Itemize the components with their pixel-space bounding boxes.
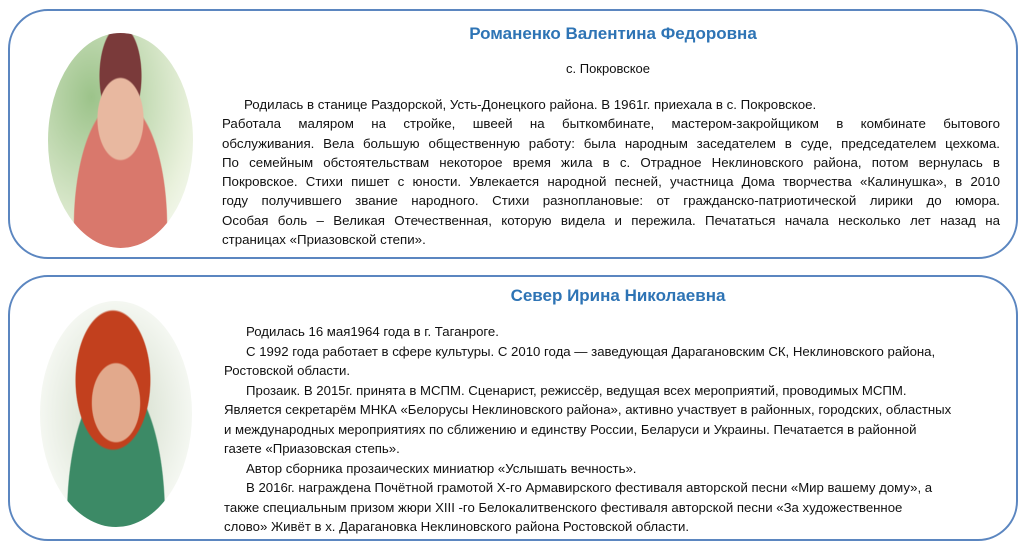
bio-line: С 1992 года работает в сфере культуры. С 2010 года — заведующая Дарагановским СК, Неклиновского района, [246,343,936,359]
bio-line: Автор сборника прозаических миниатюр «Услышать вечность». [246,460,637,476]
bio-line: Родилась 16 мая1964 года в г. Таганроге. [246,324,499,339]
bio-line: Особая боль – Великая Отечественная, которую видела и пережила. Печататься начала несколько лет назад на [222,212,1000,228]
bio-text [222,95,1000,249]
bio-line: Родилась в станице Раздорской, Усть-Донецкого района. В 1961г. приехала в с. Покровское. [244,97,817,112]
bio-line: Работала маляром на стройке, швеей на быткомбинате, мастером-закройщиком в комбинате бытового [222,116,1000,132]
bio-line: году получившего звание народного. Стихи разноплановые: от гражданско-патриотической лирики до юмора. [222,193,1000,209]
bio-line: Ростовской области. [224,363,351,378]
portrait-photo [40,301,192,527]
bio-line: По семейным обстоятельствам некоторое время жила в с. Отрадное Неклиновского района, потом вернулась в [222,154,1000,170]
person-place: с. Покровское [566,61,650,76]
bio-line: обслуживания. Вела большую общественную работу: была народным заседателем в суде, председателем цехкома. [222,135,1000,151]
bio-line: Прозаик. В 2015г. принята в МСПМ. Сценарист, режиссёр, ведущая всех мероприятий, проводимых МСПМ. [246,382,907,398]
bio-text [224,322,1014,537]
bio-line: В 2016г. награждена Почётной грамотой Х-го Армавирского фестиваля авторской песни «Мир вашему дому», а [246,480,933,495]
bio-line: Покровское. Стихи пишет с юности. Увлекается народной песней, участница Дома творчества «Калинушка», в 2010 [222,174,1000,190]
person-name: Романенко Валентина Федоровна [469,24,757,43]
bio-line: страницах «Приазовской степи». [222,232,426,248]
bio-line: также специальным призом жюри XIII -го Белокалитвенского фестиваля авторской песни «За художественное [224,499,903,515]
person-name: Север Ирина Николаевна [510,286,726,305]
bio-card-sever [8,275,1018,541]
bio-line: слово» Живёт в х. Дарагановка Неклиновского района Ростовской области. [224,519,690,534]
bio-line: газете «Приазовская степь». [224,441,400,456]
bio-line: Является секретарём МНКА «Белорусы Неклиновского района», активно участвует в районных, городских, областных [224,402,952,417]
bio-line: и международных мероприятиях по сближению и единству России, Беларуси и Украины. Печатается в районной [224,421,917,437]
bio-card-romanenko [8,9,1018,259]
